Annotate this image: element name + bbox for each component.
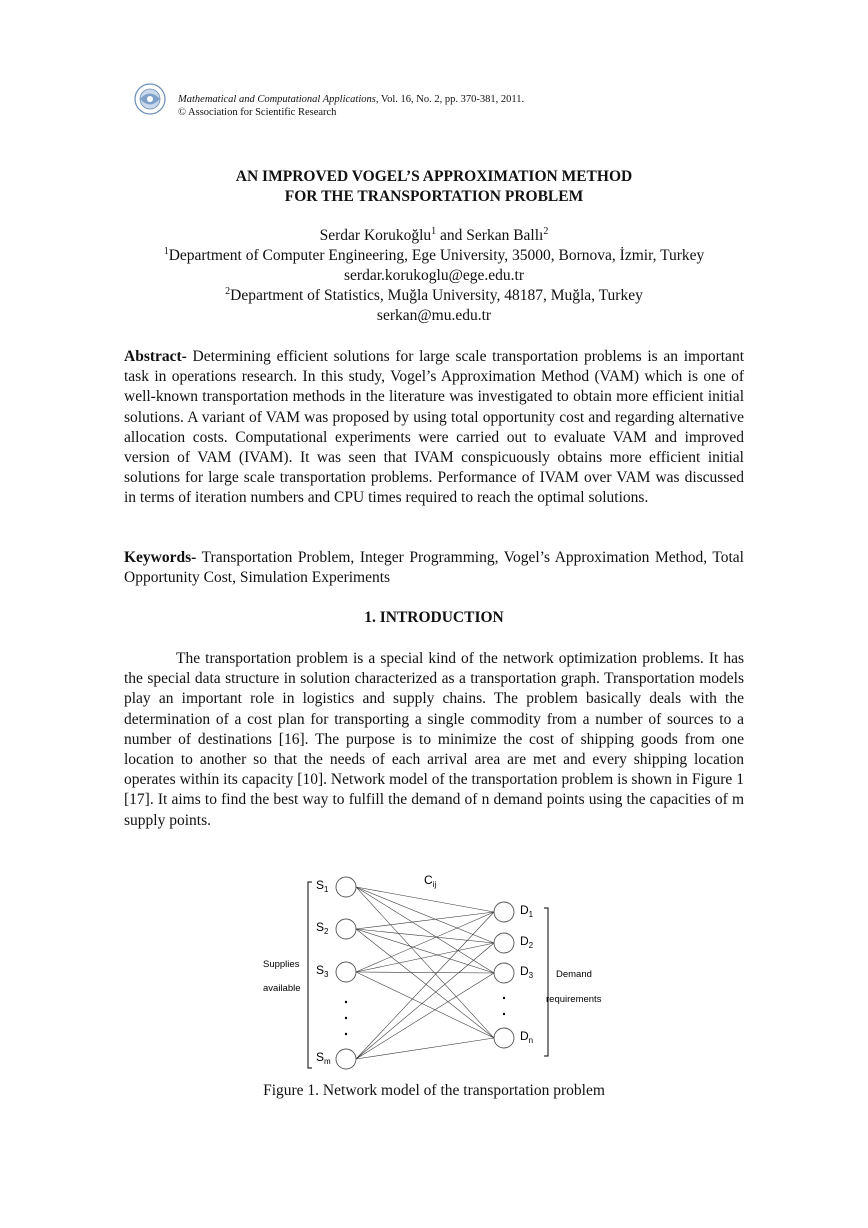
destination-node-2 xyxy=(494,933,514,953)
affiliation-2-text: Department of Statistics, Muğla University, 48187, Muğla, Turkey xyxy=(230,287,643,304)
destination-subscript-2: 2 xyxy=(528,941,534,950)
edge-s4-d2 xyxy=(356,943,494,1059)
edge-s3-d3 xyxy=(356,972,494,973)
edge-s3-d4 xyxy=(356,972,494,1038)
destination-node-1 xyxy=(494,902,514,922)
edge-s1-d2 xyxy=(356,887,494,943)
email-2: serkan@mu.edu.tr xyxy=(376,307,492,324)
journal-citation: , Vol. 16, No. 2, pp. 370-381, 2011. xyxy=(375,94,525,105)
source-letter-3: S xyxy=(316,963,325,977)
supplies-bracket xyxy=(308,882,312,1068)
source-node-2 xyxy=(336,919,356,939)
source-node-4 xyxy=(336,1049,356,1069)
available-label: available xyxy=(263,983,301,994)
destination-subscript-3: 3 xyxy=(528,971,534,980)
affiliation-1-sup: 1 xyxy=(163,245,169,257)
journal-header xyxy=(178,93,524,119)
edge-s4-d1 xyxy=(356,912,494,1059)
section-heading: 1. INTRODUCTION xyxy=(364,609,504,626)
edge-s3-d1 xyxy=(356,912,494,972)
destination-letter-4: D xyxy=(520,1029,529,1043)
author-1-sup: 1 xyxy=(431,225,437,237)
source-subscript-4: m xyxy=(324,1057,331,1066)
edge-s2-d1 xyxy=(356,912,494,929)
demand-label: Demand xyxy=(556,969,592,980)
destination-label-3 xyxy=(520,964,534,980)
source-subscript-1: 1 xyxy=(324,885,329,894)
source-letter-4: S xyxy=(316,1050,325,1064)
keywords xyxy=(124,548,744,588)
destination-label-2 xyxy=(520,934,534,950)
title-line-2: FOR THE TRANSPORTATION PROBLEM xyxy=(284,188,584,205)
cost-sub: ij xyxy=(432,880,437,889)
keywords-label: Keywords- xyxy=(124,549,197,566)
network-diagram xyxy=(250,866,620,1076)
source-node-3 xyxy=(336,962,356,982)
destination-node-3 xyxy=(494,963,514,983)
author-separator: and xyxy=(436,227,467,244)
requirements-label: requirements xyxy=(546,994,602,1005)
source-label-4 xyxy=(316,1050,331,1066)
edge-s2-d3 xyxy=(356,929,494,973)
abstract-text: Determining efficient solutions for large scale transportation problems is an important task in operations research. In this study, Vogel’s Approximation Method (VAM) which is one of well-known transportation methods in the literature was investigated to obtain more efficient initial solutions. A variant of VAM was proposed by using total opportunity cost and regarding alternative allocation costs. Computational experiments were carried out to evaluate VAM and improved version of VAM (IVAM). It was seen that IVAM conspicuously obtains more efficient initial solutions for large scale transportation problems. Performance of IVAM over VAM was discussed in terms of iteration numbers and CPU times required to reach the optimal solutions. xyxy=(124,348,744,507)
paper-title xyxy=(124,167,744,207)
cost-label xyxy=(424,873,436,889)
source-label-3 xyxy=(316,963,329,979)
journal-title: Mathematical and Computational Applications xyxy=(178,94,376,105)
edge-s3-d2 xyxy=(356,943,494,972)
email-1: serdar.korukoglu@ege.edu.tr xyxy=(344,267,524,284)
author-line xyxy=(124,226,744,246)
network-nodes xyxy=(316,877,534,1069)
network-edges xyxy=(356,887,494,1059)
title-line-1: AN IMPROVED VOGEL’S APPROXIMATION METHOD xyxy=(235,168,633,185)
source-node-1 xyxy=(336,877,356,897)
edge-s2-d2 xyxy=(356,929,494,943)
journal-logo xyxy=(128,80,174,118)
affiliation-1-text: Department of Computer Engineering, Ege University, 35000, Bornova, İzmir, Turkey xyxy=(168,247,705,264)
edge-s1-d1 xyxy=(356,887,494,912)
source-subscript-3: 3 xyxy=(324,970,329,979)
keywords-text: Transportation Problem, Integer Programming, Vogel’s Approximation Method, Total Opportunity Cost, Simulation Experiments xyxy=(124,549,744,587)
destination-label-1 xyxy=(520,903,534,919)
destination-letter-2: D xyxy=(520,934,529,948)
copyright-line: © Association for Scientific Research xyxy=(178,107,337,118)
destination-node-4 xyxy=(494,1028,514,1048)
affiliation-1 xyxy=(124,246,744,266)
author-2-sup: 2 xyxy=(543,225,549,237)
abstract-label: Abstract- xyxy=(124,348,187,365)
abstract xyxy=(124,347,744,509)
destination-letter-3: D xyxy=(520,964,529,978)
destination-label-4 xyxy=(520,1029,533,1045)
introduction-paragraph: The transportation problem is a special kind of the network optimization problems. It has the special data structure in solution characterized as a transportation graph. Transportation models play an important role in logistics and supply chains. The problem basically deals with the determination of a cost plan for transporting a single commodity from a number of sources to a number of destinations [16]. The purpose is to minimize the cost of shipping goods from one location to another so that the needs of each arrival area are met and every shipping location operates within its capacity [10]. Network model of the transportation problem is shown in Figure 1 [17]. It aims to find the best way to fulfill the demand of n demand points using the capacities of m supply points. xyxy=(124,650,744,829)
cost-letter: C xyxy=(424,873,433,887)
author-block xyxy=(124,226,744,326)
source-subscript-2: 2 xyxy=(324,927,329,936)
destination-subscript-4: n xyxy=(528,1036,534,1045)
destination-subscript-1: 1 xyxy=(528,910,534,919)
affiliation-2-sup: 2 xyxy=(225,285,231,297)
edge-s1-d4 xyxy=(356,887,494,1038)
destination-letter-1: D xyxy=(520,903,529,917)
author-2: Serkan Ballı xyxy=(466,227,544,244)
source-letter-1: S xyxy=(316,878,325,892)
edge-s4-d4 xyxy=(356,1038,494,1059)
source-label-1 xyxy=(316,878,329,894)
destination-ellipsis xyxy=(503,997,505,1015)
source-letter-2: S xyxy=(316,920,325,934)
author-1: Serdar Korukoğlu xyxy=(319,227,432,244)
source-ellipsis xyxy=(345,1001,347,1035)
demand-bracket xyxy=(544,908,548,1056)
figure-caption: Figure 1. Network model of the transportation problem xyxy=(263,1082,605,1099)
affiliation-2 xyxy=(124,286,744,306)
source-label-2 xyxy=(316,920,329,936)
edge-s2-d4 xyxy=(356,929,494,1038)
supplies-label: Supplies xyxy=(263,959,300,970)
